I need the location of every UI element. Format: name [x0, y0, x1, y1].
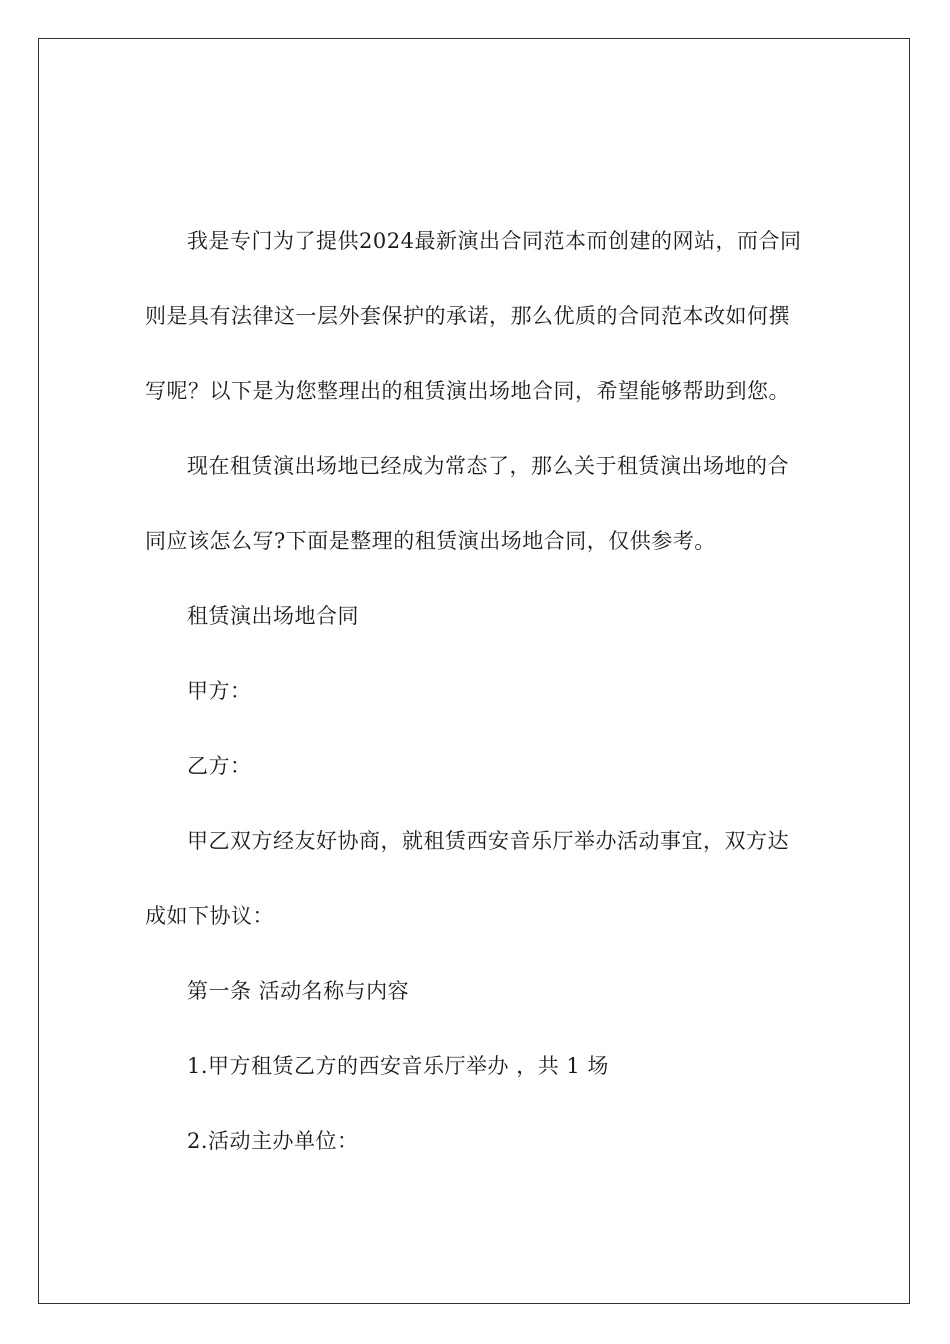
party-b-line: 乙方：	[187, 754, 252, 778]
contract-title: 租赁演出场地合同	[187, 604, 359, 628]
context-paragraph: 现在租赁演出场地已经成为常态了，那么关于租赁演出场地的合同应该怎么写?下面是整理的租赁演出场地合同，仅供参考。	[145, 454, 789, 553]
article-one-heading: 第一条 活动名称与内容	[187, 979, 410, 1003]
intro-paragraph: 我是专门为了提供2024最新演出合同范本而创建的网站，而合同则是具有法律这一层外套保护的承诺，那么优质的合同范本改如何撰写呢？以下是为您整理出的租赁演出场地合同，希望能够帮助到您。	[145, 229, 802, 403]
document-body	[145, 204, 805, 1179]
agreement-preamble: 甲乙双方经友好协商，就租赁西安音乐厅举办活动事宜，双方达成如下协议：	[145, 829, 789, 928]
clause-one-one: 1.甲方租赁乙方的西安音乐厅举办 ，共 1 场	[187, 1054, 609, 1078]
party-a-line: 甲方：	[187, 679, 252, 703]
clause-one-two: 2.活动主办单位：	[187, 1129, 359, 1153]
